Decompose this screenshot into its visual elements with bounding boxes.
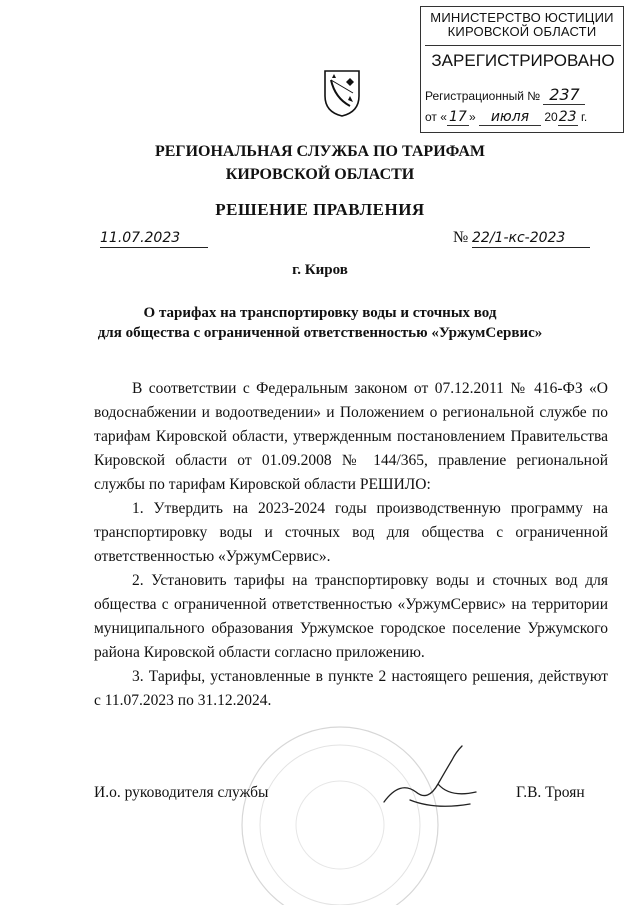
decision-number: 22/1-кс-2023: [472, 229, 590, 248]
stamp-reg-number-value: 237: [543, 85, 585, 105]
stamp-date-close-quote: »: [468, 110, 476, 124]
stamp-ministry-line2: КИРОВСКОЙ ОБЛАСТИ: [447, 24, 597, 39]
item-2-paragraph: 2. Установить тарифы на транспортировку воды и сточных вод для общества с ограниченной ответственностью «УржумСервис» на территории муниципального образования Уржумское городское поселение Уржумского района Кировской области согласно приложению.: [94, 572, 608, 661]
stamp-reg-number-label: Регистрационный №: [425, 89, 541, 103]
decision-subject: [0, 303, 640, 343]
item-3-paragraph: 3. Тарифы, установленные в пункте 2 настоящего решения, действуют с 11.07.2023 по 31.12.2024.: [94, 668, 608, 709]
signatory-name: Г.В. Троян: [516, 784, 585, 801]
stamp-date-year-prefix: 20: [544, 110, 558, 124]
stamp-date-from: от: [425, 110, 437, 124]
stamp-date-g: г.: [581, 110, 588, 124]
handwritten-signature: [380, 740, 490, 820]
decision-date: 11.07.2023: [100, 229, 208, 248]
stamp-date-day: 17: [447, 109, 469, 126]
coat-of-arms-icon: [322, 68, 362, 118]
registration-stamp: [420, 6, 624, 133]
preamble-paragraph: В соответствии с Федеральным законом от 07.12.2011 № 416-ФЗ «О водоснабжении и водоотведении» и Положением о региональной службе по тарифам Кировской области, утвержденным постановлением Правительства Кировской области от 01.09.2008 № 144/365, правление региональной службы по тарифам Кировской области РЕШИЛО:: [94, 380, 608, 493]
stamp-registered: ЗАРЕГИСТРИРОВАНО: [425, 45, 621, 76]
signatory-position: И.о. руководителя службы: [94, 784, 269, 801]
stamp-ministry-line1: МИНИСТЕРСТВО ЮСТИЦИИ: [430, 10, 614, 25]
subject-line2: для общества с ограниченной ответственностью «УржумСервис»: [97, 325, 543, 341]
city: г. Киров: [292, 262, 348, 278]
decision-body: [94, 377, 608, 713]
stamp-reg-date: [425, 109, 587, 126]
organization-line2: КИРОВСКОЙ ОБЛАСТИ: [225, 166, 415, 183]
stamp-ministry: [421, 11, 623, 39]
stamp-date-open-quote: «: [440, 110, 447, 124]
stamp-reg-number: [425, 85, 585, 105]
stamp-date-year-suffix: 23: [558, 109, 577, 125]
item-1-paragraph: 1. Утвердить на 2023-2024 годы производственную программу на транспортировку воды и сточных вод для общества с ограниченной ответственностью «УржумСервис».: [94, 500, 608, 565]
decision-title: РЕШЕНИЕ ПРАВЛЕНИЯ: [215, 200, 425, 219]
subject-line1: О тарифах на транспортировку воды и сточных вод: [143, 305, 497, 321]
organization-name: [0, 140, 640, 186]
number-sign: №: [453, 229, 469, 246]
organization-line1: РЕГИОНАЛЬНАЯ СЛУЖБА ПО ТАРИФАМ: [154, 143, 486, 160]
stamp-date-month: июля: [479, 109, 541, 126]
